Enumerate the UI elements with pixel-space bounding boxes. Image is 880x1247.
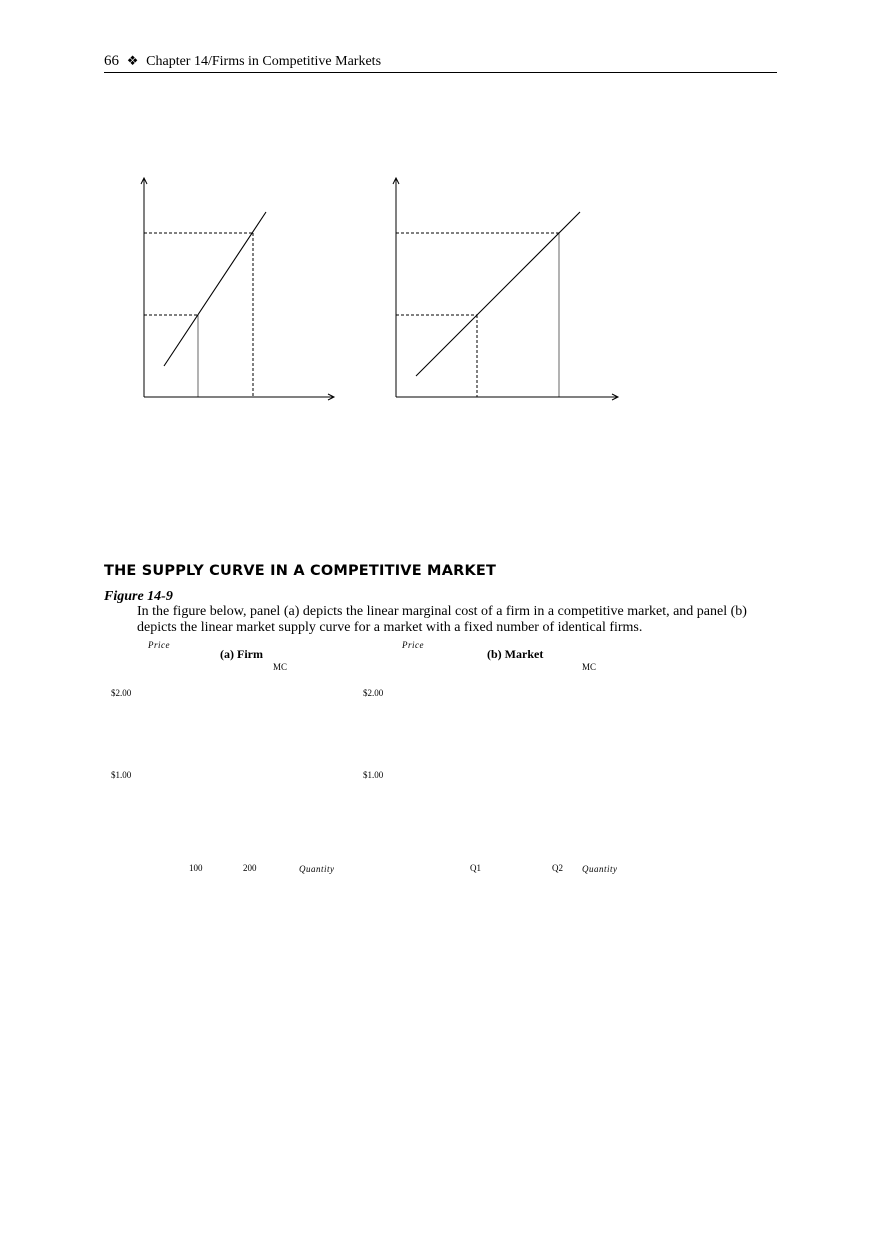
panel-b-x-axis-label: Quantity [582,864,618,874]
panel-b-x-tick-q2: Q2 [552,863,563,873]
panel-b-title: (b) Market [487,647,544,661]
panel-a-x-axis-label: Quantity [299,864,335,874]
panel-b-mc-curve [416,212,580,376]
panel-a-mc-curve [164,212,266,366]
panel-a-y-tick-1: $1.00 [111,770,132,780]
panel-b-y-axis-label: Price [402,640,424,650]
panel-b-x-tick-q1: Q1 [470,863,481,873]
panel-b-y-tick-2: $2.00 [363,688,384,698]
chapter-title: Chapter 14/Firms in Competitive Markets [146,54,382,69]
panel-a-x-tick-100: 100 [189,863,203,873]
panel-b-y-tick-1: $1.00 [363,770,384,780]
panel-a-y-tick-2: $2.00 [111,688,132,698]
page-number: 66 [104,53,119,69]
section-heading: THE SUPPLY CURVE IN A COMPETITIVE MARKET [104,563,497,579]
panel-a-y-axis-label: Price [148,640,170,650]
figure-description: In the figure below, panel (a) depicts the linear marginal cost of a firm in a competitive market, and panel (b) depicts the linear market supply curve for a market with a fixed number of identical firms. [137,604,747,635]
panel-a-x-tick-200: 200 [243,863,257,873]
panel-a-curve-label: MC [273,662,288,672]
panel-a-title: (a) Firm [220,647,263,661]
figure-label: Figure 14-9 [104,589,173,604]
panel-b-curve-label: MC [582,662,597,672]
panel-b-graph [393,178,618,400]
panel-a-graph [141,178,334,400]
separator-icon: ❖ [126,53,139,68]
